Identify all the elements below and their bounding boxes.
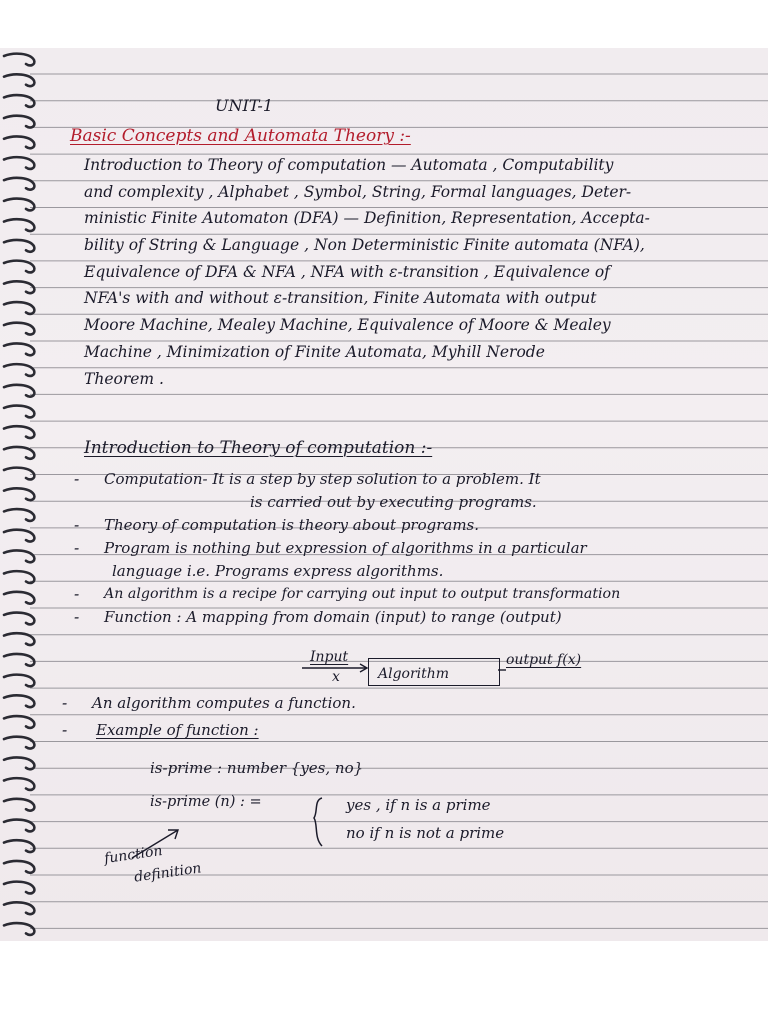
spiral-coil <box>4 923 34 935</box>
spiral-coil <box>4 426 34 438</box>
spiral-coil <box>4 468 34 480</box>
bullet-dash: - <box>74 608 80 626</box>
annotation-function: function <box>103 842 164 868</box>
bullet-dash: - <box>74 585 80 603</box>
bullet-dash: - <box>74 470 80 488</box>
spiral-coil <box>4 74 34 86</box>
example-signature: is-prime : number {yes, no} <box>150 759 364 777</box>
syllabus-line: and complexity , Alphabet , Symbol, String, Formal languages, Deter- <box>84 182 632 201</box>
syllabus-line: Moore Machine, Mealey Machine, Equivalence of Moore & Mealey <box>84 316 611 335</box>
spiral-coil <box>4 343 34 355</box>
annotation-definition: definition <box>133 860 203 886</box>
unit-title: UNIT-1 <box>215 96 273 115</box>
syllabus-paragraph <box>84 158 650 398</box>
spiral-coil <box>4 95 34 107</box>
spiral-binding <box>0 48 60 941</box>
syllabus-line: ministic Finite Automaton (DFA) — Definition, Representation, Accepta- <box>84 209 650 228</box>
spiral-coil <box>4 799 34 811</box>
spiral-coil <box>4 530 34 542</box>
spiral-coil <box>4 675 34 687</box>
spiral-coil <box>4 613 34 625</box>
spiral-coil <box>4 820 34 832</box>
diagram-output-label: output f(x) <box>506 652 582 668</box>
spiral-coil <box>4 136 34 148</box>
spiral-coil <box>4 840 34 852</box>
spiral-coil <box>4 592 34 604</box>
syllabus-line: NFA's with and without ε-transition, Finite Automata with output <box>84 289 597 308</box>
notebook-page <box>0 48 768 941</box>
spiral-coil <box>4 364 34 376</box>
spiral-coil <box>4 488 34 500</box>
bullet-text: is carried out by executing programs. <box>250 493 537 511</box>
diagram-input-var: x <box>332 669 340 685</box>
bullet-text: Program is nothing but expression of algorithms in a particular <box>104 539 587 557</box>
spiral-coil <box>4 240 34 252</box>
syllabus-line: bility of String & Language , Non Deterministic Finite automata (NFA), <box>84 236 645 255</box>
bullet-text: An algorithm is a recipe for carrying out input to output transformation <box>104 586 621 602</box>
spiral-coil <box>4 757 34 769</box>
spiral-coil <box>4 199 34 211</box>
bullet-text: Function : A mapping from domain (input) to range (output) <box>104 608 562 626</box>
syllabus-line: Introduction to Theory of computation — Automata , Computability <box>84 156 614 174</box>
spiral-coil <box>4 302 34 314</box>
example-lhs: is-prime (n) : = <box>150 794 262 810</box>
spiral-coil <box>4 157 34 169</box>
case-no: no if n is not a prime <box>346 824 505 842</box>
spiral-coil <box>4 902 34 914</box>
bullet-text: An algorithm computes a function. <box>92 694 356 712</box>
syllabus-line: Machine , Minimization of Finite Automata, Myhill Nerode <box>84 342 545 361</box>
spiral-coil <box>4 654 34 666</box>
spiral-coil <box>4 861 34 873</box>
spiral-coil <box>4 178 34 190</box>
spiral-coil <box>4 695 34 707</box>
bullet-dash: - <box>62 694 68 712</box>
spiral-coil <box>4 509 34 521</box>
syllabus-line: Theorem . <box>84 369 164 388</box>
bullet-text: language i.e. Programs express algorithms. <box>112 562 444 580</box>
case-brace <box>308 794 328 854</box>
algorithm-box-label: Algorithm <box>378 666 450 682</box>
spiral-coil <box>4 716 34 728</box>
bullet-text: Computation- It is a step by step solution to a problem. It <box>104 470 541 488</box>
spiral-coil <box>4 447 34 459</box>
spiral-coil <box>4 737 34 749</box>
spiral-coil <box>4 385 34 397</box>
spiral-coil <box>4 219 34 231</box>
spiral-coil <box>4 116 34 128</box>
spiral-coil <box>4 281 34 293</box>
spiral-coil <box>4 54 34 66</box>
spiral-coil <box>4 778 34 790</box>
syllabus-line: Equivalence of DFA & NFA , NFA with ε-transition , Equivalence of <box>84 262 610 281</box>
diagram-input-label: Input <box>310 649 349 665</box>
bullet-dash: - <box>74 539 80 557</box>
spiral-coil <box>4 882 34 894</box>
section-title: Introduction to Theory of computation :- <box>84 438 433 458</box>
bullet-dash: - <box>74 516 80 534</box>
spiral-coil <box>4 261 34 273</box>
case-yes: yes , if n is a prime <box>346 796 491 814</box>
spiral-coil <box>4 633 34 645</box>
spiral-coil <box>4 550 34 562</box>
bullet-dash: - <box>62 721 68 739</box>
spiral-coil <box>4 406 34 418</box>
chapter-heading: Basic Concepts and Automata Theory :- <box>70 126 411 146</box>
spiral-coil <box>4 571 34 583</box>
spiral-coil <box>4 323 34 335</box>
bullet-text: Example of function : <box>96 721 259 739</box>
bullet-text: Theory of computation is theory about programs. <box>104 516 480 534</box>
